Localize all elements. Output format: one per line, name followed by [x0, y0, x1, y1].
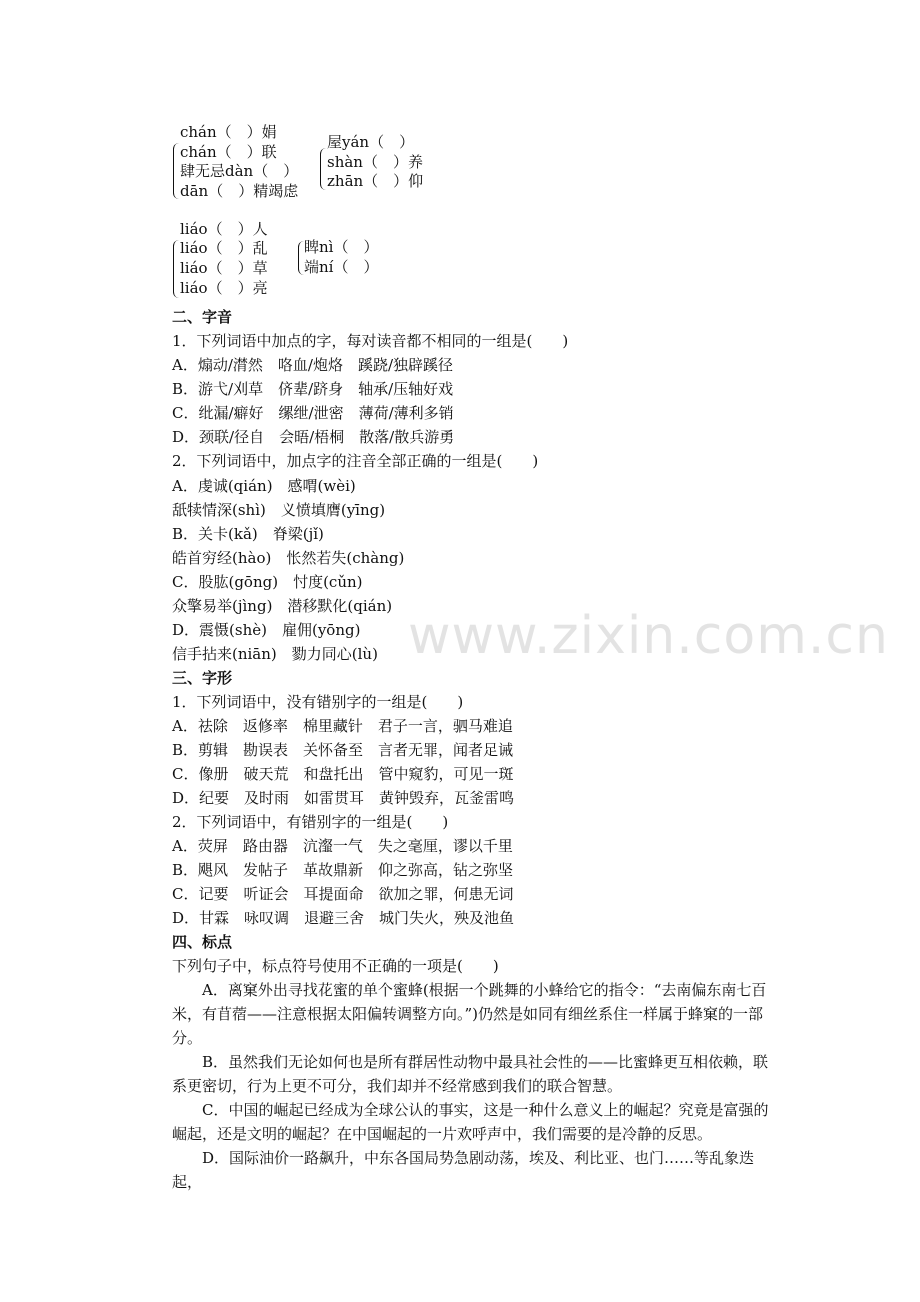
option-line: C．纰漏/癖好 缧绁/泄密 薄荷/薄利多销: [172, 404, 454, 422]
brace-group1: [173, 143, 179, 199]
pinyin-group1-item: dān（ ）精竭虑: [180, 182, 299, 200]
pinyin-group3-item: liáo（ ）亮: [180, 279, 268, 297]
pinyin-group2-item: zhān（ ）仰: [327, 172, 424, 190]
pinyin-group2-item: 屋yán（ ）: [327, 133, 415, 151]
pinyin-group3-item: liáo（ ）草: [180, 259, 268, 277]
option-line: D．震慑(shè) 雇佣(yōng): [172, 621, 361, 639]
pinyin-group3-item: liáo（ ）人: [180, 220, 268, 238]
question-stem: 1．下列词语中加点的字，每对读音都不相同的一组是( ): [172, 332, 569, 350]
option-paragraph: D．国际油价一路飙升，中东各国局势急剧动荡，埃及、利比亚、也门……等乱象迭起，: [172, 1149, 755, 1191]
option-line: A．煽动/潸然 咯血/炮烙 蹊跷/独辟蹊径: [172, 356, 453, 374]
question-stem: 2．下列词语中，有错别字的一组是( ): [172, 813, 449, 831]
option-paragraph: C．中国的崛起已经成为全球公认的事实，这是一种什么意义上的崛起？究竟是富强的崛起，还是文明的崛起？在中国崛起的一片欢呼声中，我们需要的是冷静的反思。: [172, 1101, 769, 1143]
pinyin-group4-item: 端ní（ ）: [304, 258, 379, 276]
brace-group3: [173, 240, 179, 298]
option-line: D．甘霖 咏叹调 退避三舍 城门失火，殃及池鱼: [172, 909, 515, 927]
option-line: A．虔诚(qián) 感喟(wèi): [172, 477, 356, 495]
question-stem: 1．下列词语中，没有错别字的一组是( ): [172, 693, 464, 711]
option-line: B．关卡(kǎ) 脊梁(jǐ): [172, 525, 324, 543]
option-paragraph: B．虽然我们无论如何也是所有群居性动物中最具社会性的——比蜜蜂更互相依赖，联系更密切，行为上更不可分，我们却并不经常感到我们的联合智慧。: [172, 1053, 769, 1095]
option-line: 众擎易举(jìng) 潜移默化(qián): [172, 597, 393, 615]
question-stem: 下列句子中，标点符号使用不正确的一项是( ): [172, 957, 499, 975]
option-line: C．股肱(gōng) 忖度(cǔn): [172, 573, 363, 591]
option-line: A．祛除 返修率 棉里藏针 君子一言，驷马难追: [172, 717, 513, 735]
option-line: 舐犊情深(shì) 义愤填膺(yīng): [172, 501, 386, 519]
pinyin-group1-item: chán（ ）联: [180, 143, 277, 161]
option-line: B．游弋/刈草 侪辈/跻身 轴承/压轴好戏: [172, 380, 454, 398]
pinyin-group4-item: 睥nì（ ）: [304, 238, 379, 256]
section-heading: 三、字形: [172, 669, 233, 687]
option-paragraph: A．离窠外出寻找花蜜的单个蜜蜂(根据一个跳舞的小蜂给它的指令：“去南偏东南七百米，有苜蓿——注意根据太阳偏转调整方向。”)仍然是如同有细丝系住一样属于蜂窠的一部分。: [172, 981, 767, 1047]
brace-group2: [320, 148, 326, 190]
option-line: 皓首穷经(hào) 怅然若失(chàng): [172, 549, 405, 567]
option-line: C．像册 破天荒 和盘托出 管中窥豹，可见一斑: [172, 765, 514, 783]
option-line: D．颈联/径自 会晤/梧桐 散落/散兵游勇: [172, 428, 455, 446]
option-line: 信手拈来(niān) 勠力同心(lù): [172, 645, 378, 663]
pinyin-group1-item: chán（ ）娟: [180, 123, 277, 141]
option-line: B．飓风 发帖子 革故鼎新 仰之弥高，钻之弥坚: [172, 861, 514, 879]
pinyin-group1-item: 肆无忌dàn（ ）: [180, 162, 299, 180]
option-line: D．纪要 及时雨 如雷贯耳 黄钟毁弃，瓦釜雷鸣: [172, 789, 515, 807]
section-heading: 四、标点: [172, 933, 233, 951]
question-stem: 2．下列词语中，加点字的注音全部正确的一组是( ): [172, 452, 539, 470]
pinyin-group2-item: shàn（ ）养: [327, 153, 423, 171]
section-heading: 二、字音: [172, 308, 233, 326]
option-line: A．荧屏 路由器 沆瀣一气 失之毫厘，谬以千里: [172, 837, 513, 855]
option-line: B．剪辑 勘误表 关怀备至 言者无罪，闻者足诫: [172, 741, 514, 759]
option-line: C．记要 听证会 耳提面命 欲加之罪，何患无词: [172, 885, 514, 903]
watermark: www.zixin.com.cn: [408, 606, 889, 666]
pinyin-group3-item: liáo（ ）乱: [180, 239, 268, 257]
